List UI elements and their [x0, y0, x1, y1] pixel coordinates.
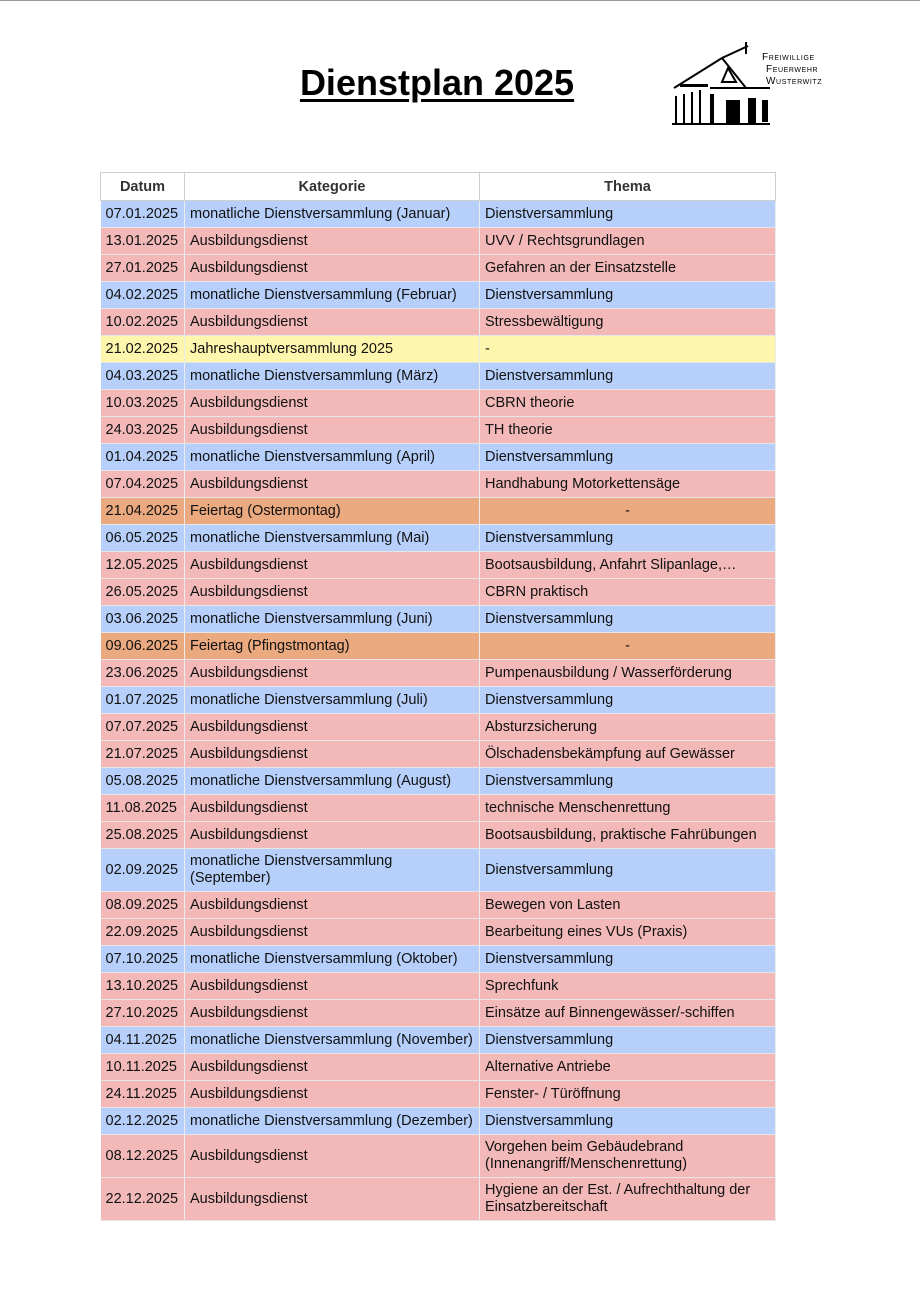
- table-row: [101, 1081, 776, 1108]
- table-row: [101, 579, 776, 606]
- cell-datum: 03.06.2025: [101, 606, 185, 633]
- cell-datum: 01.04.2025: [101, 444, 185, 471]
- table-row: [101, 309, 776, 336]
- cell-thema: Vorgehen beim Gebäudebrand (Innenangriff/Menschenrettung): [480, 1135, 776, 1178]
- cell-datum: 22.09.2025: [101, 919, 185, 946]
- cell-datum: 24.11.2025: [101, 1081, 185, 1108]
- table-row: [101, 768, 776, 795]
- cell-thema: Dienstversammlung: [480, 1108, 776, 1135]
- fire-department-logo: [670, 38, 840, 130]
- cell-kategorie: Ausbildungsdienst: [185, 660, 480, 687]
- table-row: [101, 1000, 776, 1027]
- cell-thema: Stressbewältigung: [480, 309, 776, 336]
- header-kategorie: Kategorie: [185, 173, 480, 201]
- cell-datum: 21.02.2025: [101, 336, 185, 363]
- cell-kategorie: monatliche Dienstversammlung (August): [185, 768, 480, 795]
- cell-kategorie: monatliche Dienstversammlung (Juni): [185, 606, 480, 633]
- cell-datum: 10.03.2025: [101, 390, 185, 417]
- table-row: [101, 336, 776, 363]
- cell-kategorie: Ausbildungsdienst: [185, 1135, 480, 1178]
- cell-thema: TH theorie: [480, 417, 776, 444]
- cell-datum: 26.05.2025: [101, 579, 185, 606]
- cell-kategorie: monatliche Dienstversammlung (Februar): [185, 282, 480, 309]
- table-row: [101, 822, 776, 849]
- table-row: [101, 363, 776, 390]
- cell-kategorie: Ausbildungsdienst: [185, 1000, 480, 1027]
- cell-kategorie: Ausbildungsdienst: [185, 919, 480, 946]
- cell-datum: 22.12.2025: [101, 1178, 185, 1221]
- table-row: [101, 255, 776, 282]
- cell-thema: Dienstversammlung: [480, 201, 776, 228]
- table-row: [101, 892, 776, 919]
- table-row: [101, 201, 776, 228]
- table-row: [101, 741, 776, 768]
- header-thema: Thema: [480, 173, 776, 201]
- cell-thema: CBRN praktisch: [480, 579, 776, 606]
- header-datum: Datum: [101, 173, 185, 201]
- cell-datum: 08.09.2025: [101, 892, 185, 919]
- cell-datum: 13.01.2025: [101, 228, 185, 255]
- cell-datum: 05.08.2025: [101, 768, 185, 795]
- cell-thema: Dienstversammlung: [480, 444, 776, 471]
- cell-thema: Dienstversammlung: [480, 768, 776, 795]
- cell-thema: Dienstversammlung: [480, 525, 776, 552]
- table-row: [101, 498, 776, 525]
- table-row: [101, 228, 776, 255]
- cell-kategorie: Jahreshauptversammlung 2025: [185, 336, 480, 363]
- cell-datum: 13.10.2025: [101, 973, 185, 1000]
- cell-datum: 23.06.2025: [101, 660, 185, 687]
- cell-datum: 07.10.2025: [101, 946, 185, 973]
- cell-kategorie: Feiertag (Ostermontag): [185, 498, 480, 525]
- table-row: [101, 552, 776, 579]
- cell-kategorie: Ausbildungsdienst: [185, 714, 480, 741]
- cell-kategorie: Ausbildungsdienst: [185, 255, 480, 282]
- cell-thema: technische Menschenrettung: [480, 795, 776, 822]
- cell-thema: Sprechfunk: [480, 973, 776, 1000]
- cell-kategorie: Ausbildungsdienst: [185, 579, 480, 606]
- cell-thema: Bootsausbildung, Anfahrt Slipanlage,…: [480, 552, 776, 579]
- cell-datum: 07.04.2025: [101, 471, 185, 498]
- table-row: [101, 282, 776, 309]
- cell-kategorie: Ausbildungsdienst: [185, 471, 480, 498]
- table-header-row: [101, 173, 776, 201]
- cell-thema: -: [480, 498, 776, 525]
- schedule-table: [100, 172, 776, 1221]
- cell-thema: Dienstversammlung: [480, 282, 776, 309]
- table-row: [101, 687, 776, 714]
- cell-kategorie: monatliche Dienstversammlung (April): [185, 444, 480, 471]
- cell-kategorie: Ausbildungsdienst: [185, 417, 480, 444]
- cell-datum: 12.05.2025: [101, 552, 185, 579]
- table-row: [101, 1108, 776, 1135]
- cell-thema: Gefahren an der Einsatzstelle: [480, 255, 776, 282]
- cell-kategorie: monatliche Dienstversammlung (Oktober): [185, 946, 480, 973]
- cell-datum: 10.11.2025: [101, 1054, 185, 1081]
- cell-kategorie: monatliche Dienstversammlung (September): [185, 849, 480, 892]
- cell-kategorie: monatliche Dienstversammlung (Januar): [185, 201, 480, 228]
- cell-thema: UVV / Rechtsgrundlagen: [480, 228, 776, 255]
- cell-datum: 02.12.2025: [101, 1108, 185, 1135]
- table-row: [101, 444, 776, 471]
- cell-datum: 27.10.2025: [101, 1000, 185, 1027]
- cell-thema: Bootsausbildung, praktische Fahrübungen: [480, 822, 776, 849]
- cell-datum: 04.11.2025: [101, 1027, 185, 1054]
- cell-kategorie: Ausbildungsdienst: [185, 892, 480, 919]
- cell-datum: 21.07.2025: [101, 741, 185, 768]
- cell-kategorie: Ausbildungsdienst: [185, 552, 480, 579]
- table-row: [101, 633, 776, 660]
- cell-datum: 04.02.2025: [101, 282, 185, 309]
- table-row: [101, 919, 776, 946]
- cell-thema: CBRN theorie: [480, 390, 776, 417]
- cell-datum: 04.03.2025: [101, 363, 185, 390]
- cell-thema: Fenster- / Türöffnung: [480, 1081, 776, 1108]
- cell-datum: 24.03.2025: [101, 417, 185, 444]
- cell-thema: Dienstversammlung: [480, 606, 776, 633]
- table-row: [101, 1054, 776, 1081]
- cell-kategorie: Ausbildungsdienst: [185, 973, 480, 1000]
- cell-thema: Einsätze auf Binnengewässer/-schiffen: [480, 1000, 776, 1027]
- table-row: [101, 390, 776, 417]
- cell-thema: Dienstversammlung: [480, 946, 776, 973]
- cell-datum: 02.09.2025: [101, 849, 185, 892]
- cell-thema: Dienstversammlung: [480, 849, 776, 892]
- table-row: [101, 525, 776, 552]
- cell-datum: 07.07.2025: [101, 714, 185, 741]
- cell-thema: Dienstversammlung: [480, 687, 776, 714]
- cell-datum: 07.01.2025: [101, 201, 185, 228]
- fire-station-icon: [670, 38, 770, 130]
- cell-thema: Bewegen von Lasten: [480, 892, 776, 919]
- cell-kategorie: Ausbildungsdienst: [185, 1081, 480, 1108]
- table-row: [101, 1135, 776, 1178]
- cell-kategorie: Feiertag (Pfingstmontag): [185, 633, 480, 660]
- cell-thema: Alternative Antriebe: [480, 1054, 776, 1081]
- table-row: [101, 1027, 776, 1054]
- table-row: [101, 660, 776, 687]
- cell-thema: -: [480, 633, 776, 660]
- table-row: [101, 606, 776, 633]
- cell-kategorie: Ausbildungsdienst: [185, 1178, 480, 1221]
- table-row: [101, 714, 776, 741]
- cell-datum: 11.08.2025: [101, 795, 185, 822]
- table-row: [101, 973, 776, 1000]
- cell-datum: 06.05.2025: [101, 525, 185, 552]
- table-row: [101, 1178, 776, 1221]
- table-row: [101, 795, 776, 822]
- logo-line-1: Freiwillige: [762, 52, 815, 63]
- cell-kategorie: Ausbildungsdienst: [185, 309, 480, 336]
- cell-kategorie: Ausbildungsdienst: [185, 228, 480, 255]
- cell-kategorie: Ausbildungsdienst: [185, 741, 480, 768]
- cell-kategorie: Ausbildungsdienst: [185, 1054, 480, 1081]
- cell-thema: Dienstversammlung: [480, 1027, 776, 1054]
- cell-kategorie: monatliche Dienstversammlung (März): [185, 363, 480, 390]
- cell-thema: Ölschadensbekämpfung auf Gewässer: [480, 741, 776, 768]
- cell-datum: 09.06.2025: [101, 633, 185, 660]
- cell-thema: Hygiene an der Est. / Aufrechthaltung der Einsatzbereitschaft: [480, 1178, 776, 1221]
- cell-kategorie: monatliche Dienstversammlung (Juli): [185, 687, 480, 714]
- cell-kategorie: monatliche Dienstversammlung (Mai): [185, 525, 480, 552]
- page-title: Dienstplan 2025: [299, 62, 575, 103]
- logo-line-2: Feuerwehr: [766, 64, 819, 75]
- cell-kategorie: Ausbildungsdienst: [185, 390, 480, 417]
- table-row: [101, 946, 776, 973]
- cell-datum: 27.01.2025: [101, 255, 185, 282]
- cell-datum: 25.08.2025: [101, 822, 185, 849]
- logo-line-3: Wusterwitz: [766, 76, 823, 87]
- cell-thema: Bearbeitung eines VUs (Praxis): [480, 919, 776, 946]
- cell-datum: 08.12.2025: [101, 1135, 185, 1178]
- cell-kategorie: Ausbildungsdienst: [185, 822, 480, 849]
- page-top-border: [0, 0, 920, 1]
- cell-datum: 10.02.2025: [101, 309, 185, 336]
- cell-thema: Dienstversammlung: [480, 363, 776, 390]
- table-row: [101, 417, 776, 444]
- table-row: [101, 471, 776, 498]
- cell-thema: Pumpenausbildung / Wasserförderung: [480, 660, 776, 687]
- table-row: [101, 849, 776, 892]
- cell-thema: Absturzsicherung: [480, 714, 776, 741]
- logo-text: [762, 52, 822, 88]
- cell-kategorie: monatliche Dienstversammlung (November): [185, 1027, 480, 1054]
- cell-thema: Handhabung Motorkettensäge: [480, 471, 776, 498]
- cell-kategorie: Ausbildungsdienst: [185, 795, 480, 822]
- cell-datum: 21.04.2025: [101, 498, 185, 525]
- table-body: [101, 201, 776, 1221]
- cell-kategorie: monatliche Dienstversammlung (Dezember): [185, 1108, 480, 1135]
- cell-datum: 01.07.2025: [101, 687, 185, 714]
- cell-thema: -: [480, 336, 776, 363]
